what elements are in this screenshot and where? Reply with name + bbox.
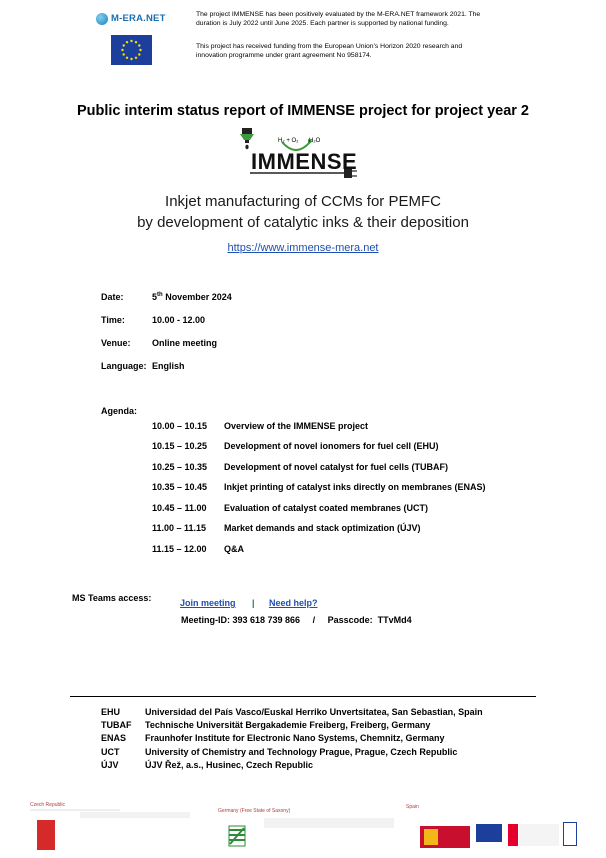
funding-note (196, 10, 526, 29)
cz-small-print (30, 809, 120, 811)
time-value: 10.00 - 12.00 (152, 315, 206, 325)
partner-abbr: UCT (101, 747, 120, 757)
agenda-topic: Development of novel ionomers for fuel cell (EHU) (224, 441, 439, 451)
time-label: Time: (101, 315, 125, 325)
spain-crest-icon (424, 829, 438, 845)
mera-logo-text: M-ERA.NET (111, 13, 166, 24)
venue-value: Online meeting (152, 338, 218, 348)
de-caption: Germany (Free State of Saxony) (218, 808, 291, 814)
agenda-time: 11.00 – 11.15 (152, 523, 207, 533)
partner-name: ÚJV Řež, a.s., Husinec, Czech Republic (145, 760, 314, 770)
agenda-time: 11.15 – 12.00 (152, 544, 207, 554)
divider (70, 696, 536, 697)
cz-caption: Czech Republic (30, 802, 66, 808)
eu-funding-note (196, 42, 526, 61)
agenda-topic: Overview of the IMMENSE project (224, 421, 369, 431)
partner-abbr: TUBAF (101, 720, 132, 730)
immense-logo (236, 128, 366, 182)
partner-abbr: EHU (101, 707, 121, 717)
funding-line-2: duration is July 2022 until June 2025. Each partner is supported by national funding. (196, 20, 449, 28)
partner-name: Fraunhofer Institute for Electronic Nano Systems, Chemnitz, Germany (145, 733, 445, 743)
meeting-credentials (181, 615, 412, 625)
partner-name: University of Chemistry and Technology Prague, Prague, Czech Republic (145, 747, 458, 757)
partner-name: Technische Universität Bergakademie Freiberg, Freiberg, Germany (145, 720, 431, 730)
formula-right: H₂O (309, 138, 321, 144)
formula-left: H₂ + O₂ (278, 138, 299, 144)
agenda-topic: Q&A (224, 544, 244, 554)
website-link[interactable]: https://www.immense-mera.net (227, 242, 379, 254)
agenda-topic: Market demands and stack optimization (ÚJV) (224, 523, 421, 533)
date-rest: November 2024 (162, 292, 232, 302)
funding-line-1: The project IMMENSE has been positively evaluated by the M-ERA.NET framework 2021. The (196, 11, 481, 18)
eu-nextgen-logo (476, 824, 502, 842)
recovery-plan-logo (508, 824, 518, 846)
date-day: 5 (152, 292, 158, 302)
subtitle-line-1: Inkjet manufacturing of CCMs for PEMFC (165, 193, 441, 210)
subtitle-line-2: by development of catalytic inks & their deposition (137, 214, 469, 231)
partner-name: Universidad del País Vasco/Euskal Herriko Unvertsitatea, San Sebastian, Spain (145, 707, 483, 717)
agencia-logo (563, 822, 577, 846)
venue-label: Venue: (101, 338, 131, 348)
es-caption: Spain (406, 804, 419, 810)
eu-line-1: This project has received funding from the European Union's Horizon 2020 research and (196, 43, 463, 50)
tacr-logo (37, 820, 55, 850)
join-meeting-link[interactable]: Join meeting (180, 598, 236, 608)
recovery-plan-text (519, 824, 559, 846)
date-label: Date: (101, 292, 124, 302)
agenda-time: 10.35 – 10.45 (152, 482, 208, 492)
agenda-topic: Inkjet printing of catalyst inks directly on membranes (ENAS) (224, 482, 486, 492)
immense-logo-text: IMMENSE (251, 149, 358, 174)
saxony-logo (227, 820, 247, 848)
partner-abbr: ÚJV (101, 760, 119, 770)
report-title: Public interim status report of IMMENSE project for project year 2 (76, 103, 529, 119)
agenda-topic: Evaluation of catalyst coated membranes (UCT) (224, 503, 429, 513)
credentials-slash: / (312, 615, 316, 625)
teams-links (180, 593, 317, 611)
link-separator: | (251, 598, 255, 608)
agenda-time: 10.15 – 10.25 (152, 441, 208, 451)
partner-abbr: ENAS (101, 733, 127, 743)
language-value: English (152, 361, 185, 371)
language-label: Language: (101, 361, 147, 371)
agenda-time: 10.45 – 11.00 (152, 503, 207, 513)
agenda-time: 10.25 – 10.35 (152, 462, 208, 472)
date-suffix: th (157, 292, 163, 298)
agenda-label: Agenda: (101, 406, 137, 416)
mera-net-logo (96, 10, 166, 28)
eu-line-2: innovation programme under grant agreement No 958174. (196, 52, 372, 60)
mera-globe-icon (96, 13, 108, 25)
meeting-id: Meeting-ID: 393 618 739 866 (181, 615, 301, 625)
teams-access-label: MS Teams access: (72, 593, 152, 603)
spain-funding-logos (420, 822, 580, 848)
passcode: Passcode: TTvMd4 (327, 615, 412, 625)
agenda-topic: Development of novel catalyst for fuel cells (TUBAF) (224, 462, 449, 472)
de-fineprint (264, 818, 394, 828)
cz-fineprint (80, 812, 190, 818)
need-help-link[interactable]: Need help? (268, 598, 318, 608)
date-value (152, 292, 232, 302)
agenda-time: 10.00 – 10.15 (152, 421, 208, 431)
eu-flag-icon (111, 35, 152, 65)
